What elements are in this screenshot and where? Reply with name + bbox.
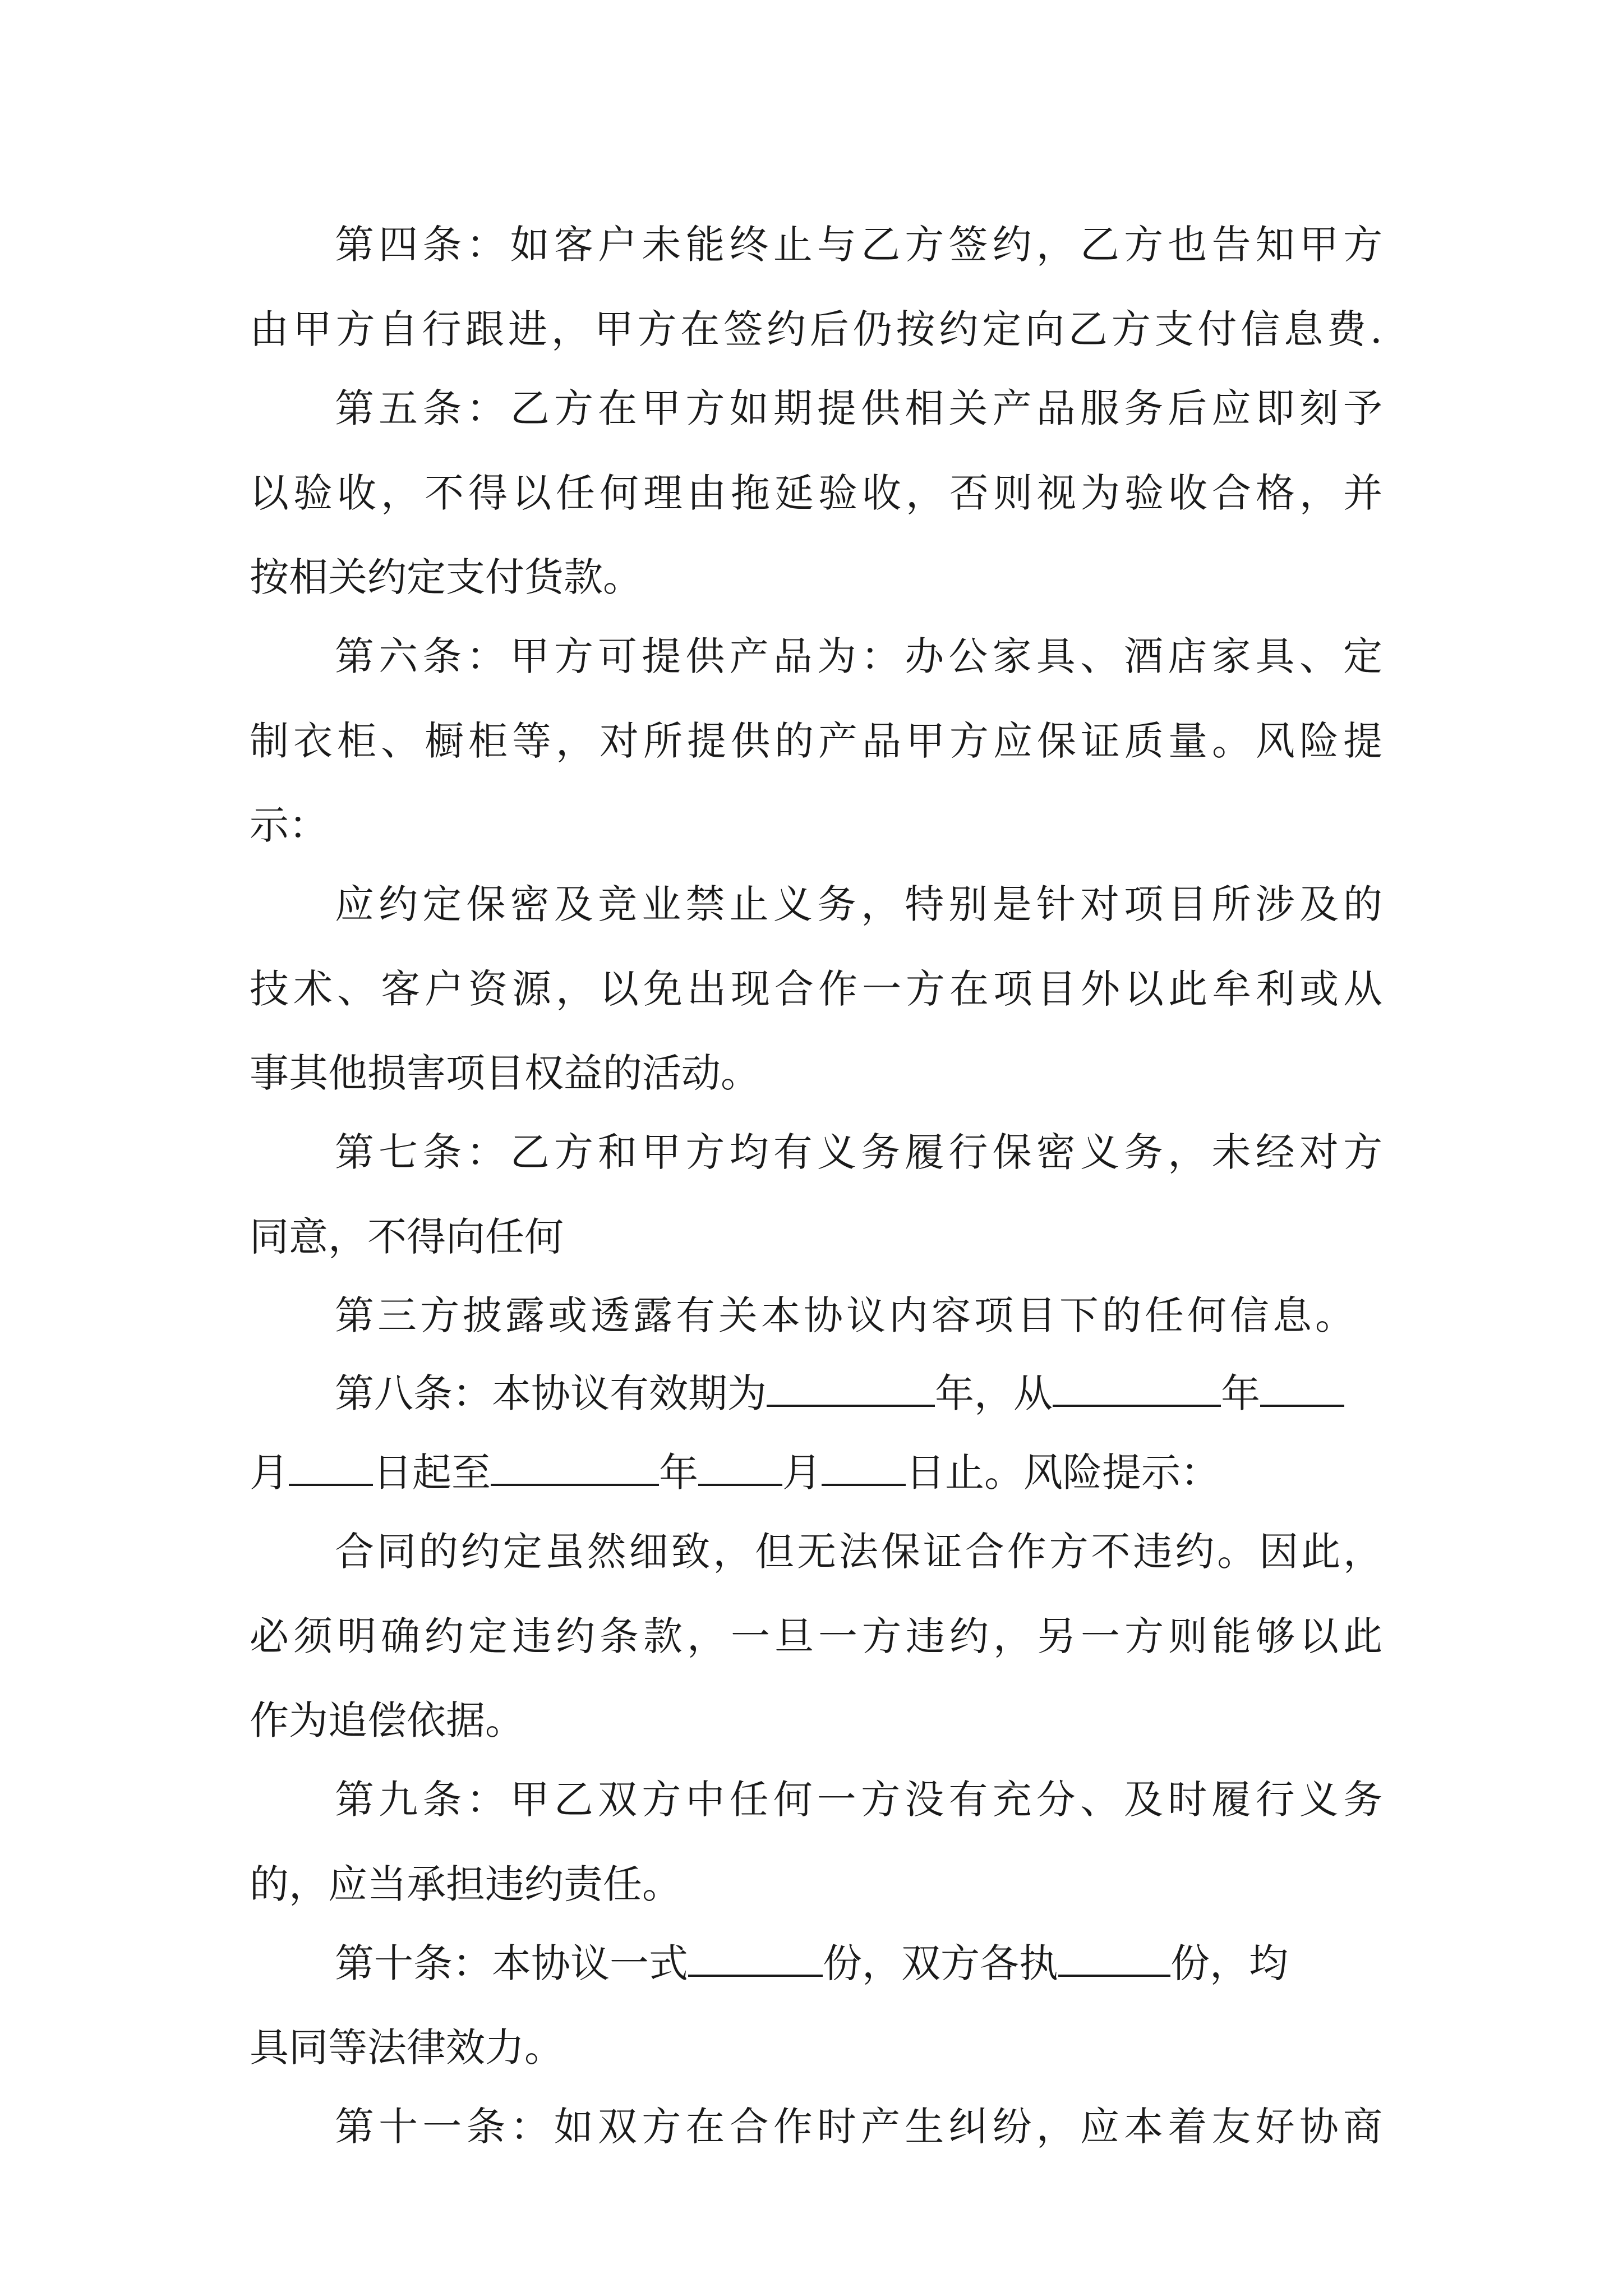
article-8-line-1 — [335, 1360, 1382, 1427]
article-4-line-1: 第四条：如客户未能终止与乙方签约，乙方也告知甲方 — [335, 222, 1382, 268]
risk-note-1-line-1: 应约定保密及竞业禁止义务，特别是针对项目所涉及的 — [335, 881, 1382, 927]
risk-note-2-line-1: 合同的约定虽然细致，但无法保证合作方不违约。因此， — [335, 1529, 1382, 1575]
article-10-text-c: 份，均 — [1170, 1940, 1288, 1986]
article-5-line-2: 以验收，不得以任何理由拖延验收，否则视为验收合格，并 — [250, 470, 1382, 516]
article-6-line-1: 第六条：甲方可提供产品为：办公家具、酒店家具、定 — [335, 633, 1382, 679]
article-10-text-a: 第十条：本协议一式 — [335, 1940, 688, 1986]
end-year-blank[interactable] — [491, 1444, 659, 1486]
start-day-blank[interactable] — [289, 1444, 373, 1486]
article-9-line-2: 的，应当承担违约责任。 — [250, 1861, 681, 1907]
article-9-line-1: 第九条：甲乙双方中任何一方没有充分、及时履行义务 — [335, 1777, 1382, 1823]
article-10-text-b: 份，双方各执 — [823, 1940, 1058, 1986]
article-7-line-3: 第三方披露或透露有关本协议内容项目下的任何信息。 — [335, 1292, 1358, 1338]
article-8-text-b: 年，从 — [935, 1370, 1053, 1416]
start-year-blank[interactable] — [1053, 1365, 1221, 1407]
start-month-blank[interactable] — [1260, 1365, 1344, 1407]
article-8-text-g: 月 — [782, 1450, 822, 1496]
copies-total-blank[interactable] — [688, 1935, 823, 1977]
article-8-text-d: 月 — [250, 1450, 289, 1496]
end-day-blank[interactable] — [822, 1444, 906, 1486]
risk-note-2-line-2: 必须明确约定违约条款，一旦一方违约，另一方则能够以此 — [250, 1613, 1382, 1659]
article-4-line-2: 由甲方自行跟进，甲方在签约后仍按约定向乙方支付信息费. — [250, 306, 1382, 352]
risk-note-1-line-2: 技术、客户资源，以免出现合作一方在项目外以此牟利或从 — [250, 966, 1382, 1012]
article-5-line-3: 按相关约定支付货款。 — [250, 554, 642, 600]
article-8-text-a: 第八条：本协议有效期为 — [335, 1370, 767, 1416]
article-7-line-1: 第七条：乙方和甲方均有义务履行保密义务，未经对方 — [335, 1129, 1382, 1175]
article-5-line-1: 第五条：乙方在甲方如期提供相关产品服务后应即刻予 — [335, 385, 1382, 431]
article-8-text-c: 年 — [1221, 1370, 1260, 1416]
validity-years-blank[interactable] — [767, 1365, 935, 1407]
end-month-blank[interactable] — [698, 1444, 782, 1486]
risk-note-1-line-3: 事其他损害项目权益的活动。 — [250, 1050, 760, 1096]
copies-each-blank[interactable] — [1058, 1935, 1170, 1977]
article-10-line-1 — [335, 1930, 1382, 1997]
article-8-text-e: 日起至 — [373, 1450, 491, 1496]
article-11-line-1: 第十一条：如双方在合作时产生纠纷，应本着友好协商 — [335, 2104, 1382, 2150]
article-8-line-2 — [250, 1439, 1382, 1506]
article-6-line-3: 示： — [250, 802, 328, 848]
risk-note-2-line-3: 作为追偿依据。 — [250, 1697, 524, 1743]
article-8-text-h: 日止。风险提示： — [906, 1450, 1220, 1496]
article-8-text-f: 年 — [659, 1450, 698, 1496]
article-6-line-2: 制衣柜、橱柜等，对所提供的产品甲方应保证质量。风险提 — [250, 718, 1382, 764]
article-7-line-2: 同意，不得向任何 — [250, 1214, 564, 1260]
article-10-line-2: 具同等法律效力。 — [250, 2024, 564, 2070]
